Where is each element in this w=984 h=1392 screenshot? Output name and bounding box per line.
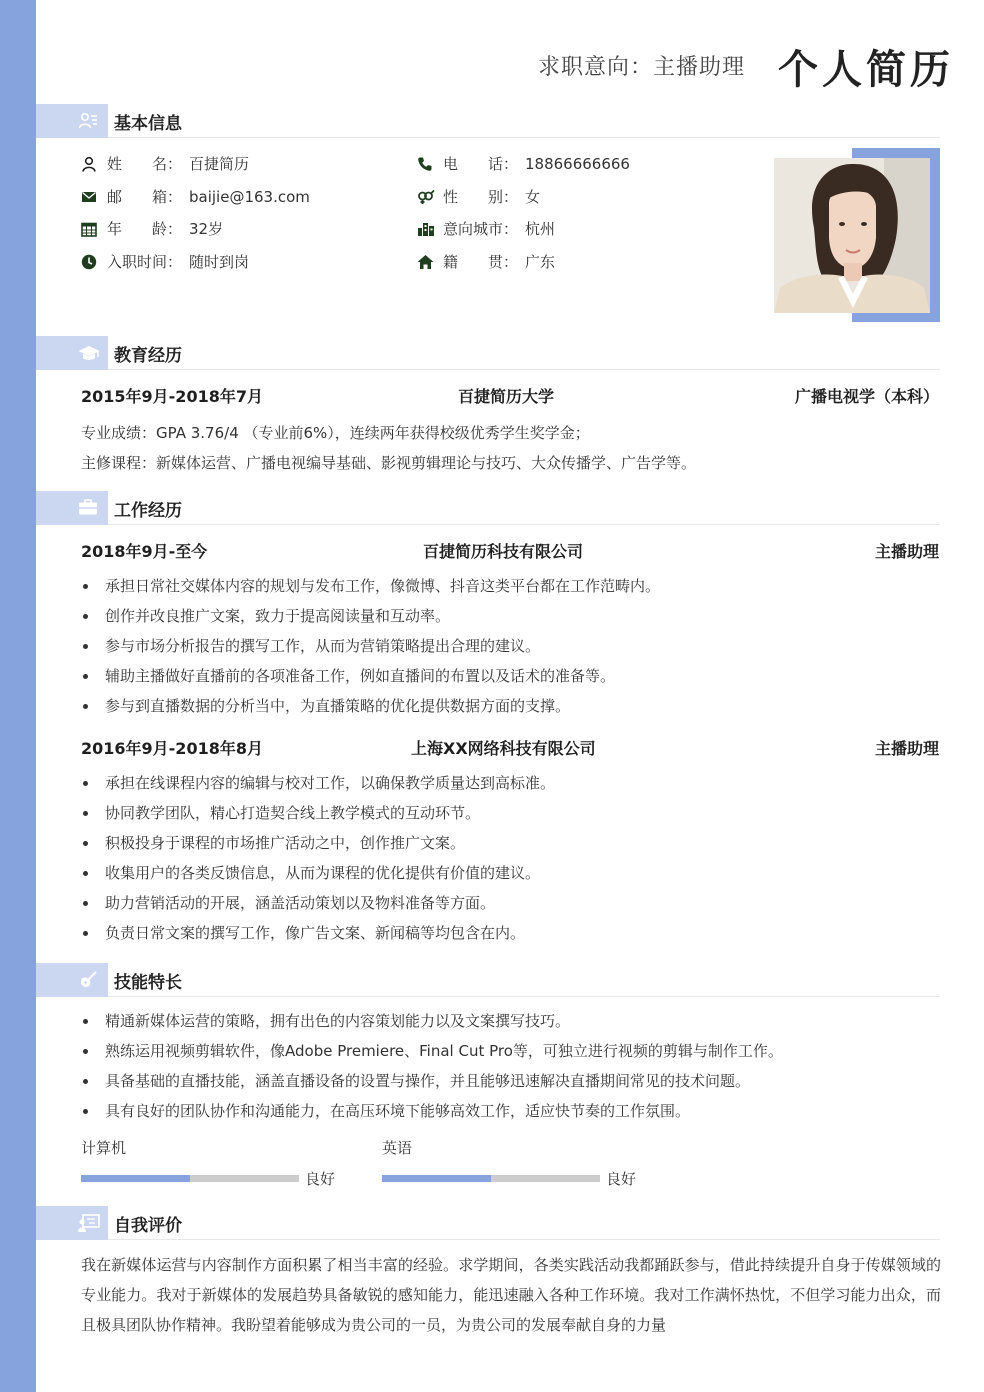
info-phone: 电 话： 18866666666 [417,153,717,175]
self-evaluation-text: 我在新媒体运营与内容制作方面积累了相当丰富的经验。求学期间，各类实践活动我都踊跃参与，借此持续提升自身于传媒领域的专业能力。我对于新媒体的发展趋势具备敏锐的感知能力，能迅速融入各种工作环境。我对工作满怀热忱，不但学习能力出众，而且极具团队协作精神。我盼望着能够成为贵公司的一员，为贵公司的发展奉献自身的力量 [81,1256,941,1334]
skill-level-fill [382,1175,491,1182]
job-intention: 求职意向：主播助理 [538,55,746,80]
list-item: 参与到直播数据的分析当中，为直播策略的优化提供数据方面的支撑。 [81,691,660,721]
list-item: 具有良好的团队协作和沟通能力，在高压环境下能够高效工作，适应快节奏的工作氛围。 [81,1096,783,1126]
phone-icon [417,156,433,172]
skill-name: 计算机 [81,1139,127,1157]
education-detail: 专业成绩：GPA 3.76/4 （专业前6%），连续两年获得校级优秀学生奖学金； [81,424,590,442]
section-self-evaluation [36,1206,940,1240]
info-start-date: 入职时间： 随时到岗 [81,251,381,273]
list-item: 助力营销活动的开展，涵盖活动策划以及物料准备等方面。 [81,888,555,918]
work-bullets [81,571,660,721]
info-gender: 性 别： 女 [417,186,717,208]
profile-photo [774,158,930,313]
work-role: 主播助理 [874,542,939,561]
divider [108,137,940,138]
presentation-icon [78,1213,100,1233]
list-item: 协同教学团队，精心打造契合线上教学模式的互动环节。 [81,798,555,828]
skill-level-label: 良好 [606,1170,637,1188]
section-education [36,336,940,370]
info-name: 姓 名： 百捷简历 [81,153,381,175]
info-hometown: 籍 贯： 广东 [417,251,717,273]
section-title: 教育经历 [114,346,182,366]
section-skills [36,963,940,997]
list-item: 辅助主播做好直播前的各项准备工作，例如直播间的布置以及话术的准备等。 [81,661,660,691]
work-period: 2018年9月-至今 [81,542,208,561]
info-age: 年 龄： 32岁 [81,218,381,240]
list-item: 创作并改良推广文案，致力于提高阅读量和互动率。 [81,601,660,631]
divider [108,369,940,370]
list-item: 负责日常文案的撰写工作，像广告文案、新闻稿等均包含在内。 [81,918,555,948]
skill-level-fill [81,1175,190,1182]
education-school: 百捷简历大学 [458,387,555,406]
education-header [81,384,939,408]
list-item: 熟练运用视频剪辑软件，像Adobe Premiere、Final Cut Pro等，可独立进行视频的剪辑与制作工作。 [81,1036,783,1066]
skill-level-bar [382,1175,600,1182]
skill-bullets [81,1006,783,1126]
skill-name: 英语 [382,1139,413,1157]
work-header [81,736,939,760]
section-title: 技能特长 [114,973,182,993]
graduation-cap-icon [78,343,100,363]
divider [108,1239,940,1240]
section-title: 工作经历 [114,501,182,521]
guitar-icon [78,970,98,990]
work-period: 2016年9月-2018年8月 [81,739,263,758]
list-item: 积极投身于课程的市场推广活动之中，创作推广文案。 [81,828,555,858]
section-basic-info [36,104,940,138]
work-bullets [81,768,555,948]
mail-icon [81,189,97,205]
left-accent-bar [0,0,36,1392]
work-company: 百捷简历科技有限公司 [423,542,584,561]
list-item: 承担日常社交媒体内容的规划与发布工作，像微博、抖音这类平台都在工作范畴内。 [81,571,660,601]
work-role: 主播助理 [874,739,939,758]
person-icon [81,156,97,172]
info-email: 邮 箱： baijie@163.com [81,186,381,208]
home-icon [417,254,434,270]
section-title: 基本信息 [114,114,182,134]
education-period: 2015年9月-2018年7月 [81,387,263,406]
work-company: 上海XX网络科技有限公司 [411,739,596,758]
divider [108,996,940,997]
list-item: 精通新媒体运营的策略，拥有出色的内容策划能力以及文案撰写技巧。 [81,1006,783,1036]
section-title: 自我评价 [114,1216,182,1236]
list-item: 承担在线课程内容的编辑与校对工作，以确保教学质量达到高标准。 [81,768,555,798]
education-major: 广播电视学（本科） [794,387,939,406]
calendar-icon [81,221,97,237]
info-city: 意向城市： 杭州 [417,218,717,240]
work-header [81,539,939,563]
list-item: 收集用户的各类反馈信息，从而为课程的优化提供有价值的建议。 [81,858,555,888]
clock-icon [81,254,97,270]
skill-level-bar [81,1175,299,1182]
resume-title: 个人简历 [778,47,954,93]
list-item: 具备基础的直播技能，涵盖直播设备的设置与操作，并且能够迅速解决直播期间常见的技术问题。 [81,1066,783,1096]
contact-card-icon [78,111,98,131]
skill-level-label: 良好 [305,1170,336,1188]
briefcase-icon [78,498,98,516]
list-item: 参与市场分析报告的撰写工作，从而为营销策略提出合理的建议。 [81,631,660,661]
section-work [36,491,940,525]
education-detail: 主修课程：新媒体运营、广播电视编导基础、影视剪辑理论与技巧、大众传播学、广告学等。 [81,454,697,472]
city-icon [417,221,435,237]
gender-icon [417,189,435,205]
divider [108,524,940,525]
